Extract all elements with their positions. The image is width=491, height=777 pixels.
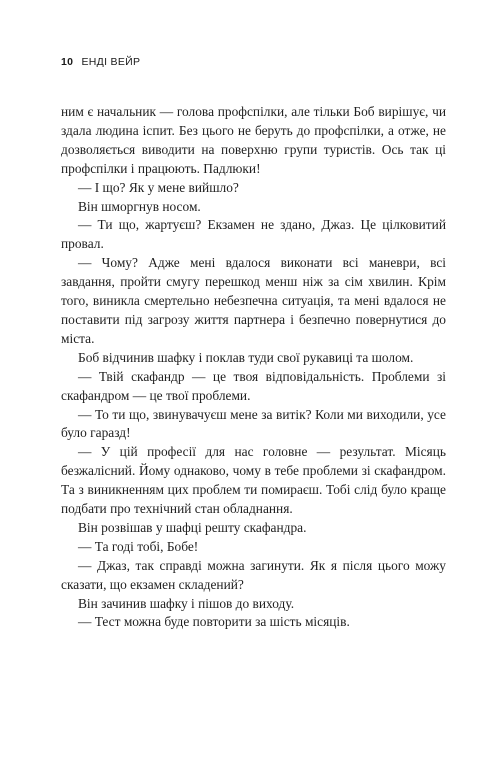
paragraph: Він розвішав у шафці решту скафандра. bbox=[78, 519, 307, 535]
paragraph: — І що? Як у мене вийшло? bbox=[78, 179, 239, 195]
paragraph: ним є начальник — голова профспілки, але тільки Боб вирішує, чи здала людина іспит. Без цього не беруть до профспілки, а отже, не дозволяється виводити на поверхню групи туристів. Ось так ці профспілки і працюють. Падлюки! bbox=[61, 104, 446, 176]
paragraph: Боб відчинив шафку і поклав туди свої рукавиці та шолом. bbox=[78, 349, 414, 365]
paragraph: — Тест можна буде повторити за шість місяців. bbox=[78, 614, 350, 630]
paragraph: Він шморгнув носом. bbox=[78, 198, 201, 214]
page-number: 10 bbox=[61, 56, 74, 68]
paragraph: — Джаз, так справді можна загинути. Як я після цього можу сказати, що екзамен складений? bbox=[61, 557, 446, 592]
paragraph: — Ти що, жартуєш? Екзамен не здано, Джаз. Це цілковитий провал. bbox=[61, 217, 446, 252]
body-text bbox=[61, 103, 446, 632]
running-header bbox=[61, 56, 140, 68]
paragraph: — Чому? Адже мені вдалося виконати всі маневри, всі завдання, пройти смугу перешкод менш ніж за сім хвилин. Крім того, виникла смертельно небезпечна ситуація, та мені вдалося не поставити під загрозу життя партнера і безпечно повернутися до міста. bbox=[61, 255, 446, 346]
paragraph: — То ти що, звинувачуєш мене за витік? Коли ми виходили, усе було гаразд! bbox=[61, 406, 446, 441]
paragraph: Він зачинив шафку і пішов до виходу. bbox=[78, 595, 295, 611]
paragraph: — Та годі тобі, Бобе! bbox=[78, 538, 199, 554]
paragraph: — Твій скафандр — це твоя відповідальність. Проблеми зі скафандром — це твої проблеми. bbox=[61, 368, 446, 403]
paragraph: — У цій професії для нас головне — результат. Місяць безжалісний. Йому однаково, чому в тебе проблеми зі скафандром. Та з виникненням цих проблем ти помираєш. Тобі слід було краще подбати про технічний стан обладнання. bbox=[61, 444, 446, 517]
running-title: ЕНДІ ВЕЙР bbox=[81, 56, 141, 68]
